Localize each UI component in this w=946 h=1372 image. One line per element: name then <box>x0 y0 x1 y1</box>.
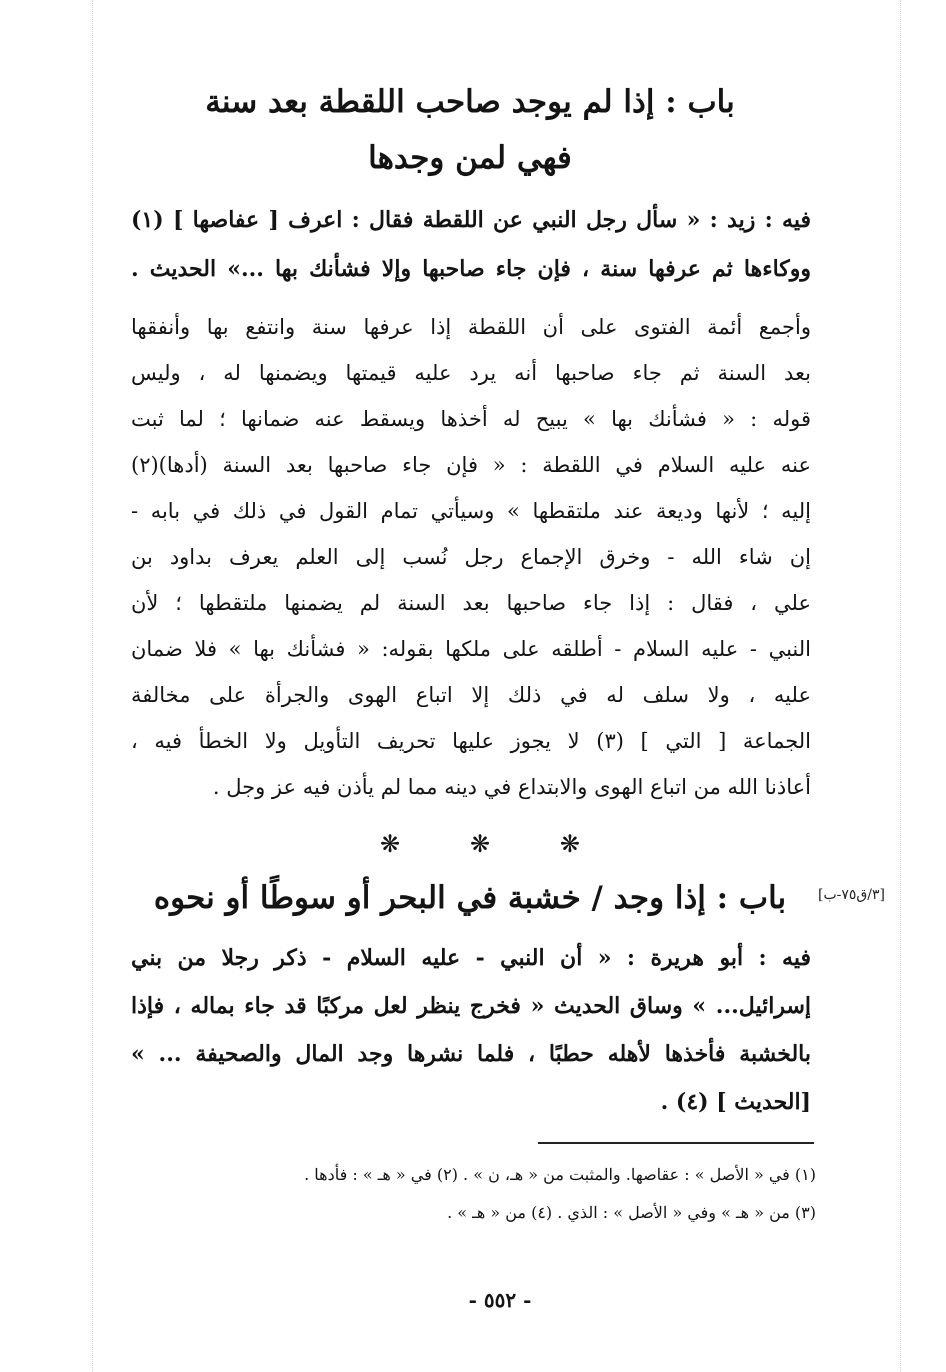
commentary-line: أعاذنا الله من اتباع الهوى والابتداع في دينه مما لم يأذن فيه عز وجل . <box>212 775 811 799</box>
commentary-line: النبي - عليه السلام - أطلقه على ملكها بقوله: « فشأنك بها » فلا ضمان <box>131 637 811 661</box>
section-separator <box>380 830 580 858</box>
manuscript-folio-note: [٣/ق٧٥-ب] <box>818 887 886 903</box>
hadith-text-line: فيه : زيد : « سأل رجل النبي عن اللقطة فقال : اعرف [ عفاصها ] (١) <box>131 207 811 233</box>
commentary-line: وأجمع أئمة الفتوى على أن اللقطة إذا عرفها سنة وانتفع بها وأنفقها <box>131 315 812 339</box>
hadith-text-line: إسرائيل... » وساق الحديث « فخرج ينظر لعل مركبًا قد جاء بماله ، فإذا <box>131 993 811 1019</box>
commentary-line: إليه ؛ لأنها وديعة عند ملتقطها » وسيأتي تمام القول في ذلك في بابه - <box>131 499 811 523</box>
hadith-text-line: ووكاءها ثم عرفها سنة ، فإن جاء صاحبها وإلا فشأنك بها ...» الحديث . <box>131 256 811 282</box>
footnote-line: (٣) من « هـ » وفي « الأصل » : الذي . (٤) من « هـ » . <box>447 1203 816 1222</box>
footnote-line: (١) في « الأصل » : عقاصها. والمثبت من « هـ، ن » . (٢) في « هـ » : فأدها . <box>304 1165 816 1184</box>
chapter-title: باب : إذا وجد / خشبة في البحر أو سوطًا أو نحوه <box>153 880 787 916</box>
chapter-title: باب : إذا لم يوجد صاحب اللقطة بعد سنة <box>205 84 735 120</box>
commentary-line: الجماعة [ التي ] (٣) لا يجوز عليها تحريف التأويل ولا الخطأ فيه ، <box>131 729 811 753</box>
asterism-icon: ❋ <box>380 830 401 858</box>
scan-margin-dots <box>92 0 93 1372</box>
page-number: - ٥٥٢ - <box>468 1288 532 1312</box>
asterism-icon: ❋ <box>559 830 580 858</box>
commentary-line: إن شاء الله - وخرق الإجماع رجل نُسب إلى العلم يعرف بداود بن <box>131 545 811 569</box>
scan-margin-dots <box>900 0 901 1372</box>
commentary-line: قوله : « فشأنك بها » يبيح له أخذها ويسقط عنه ضمانها ؛ لما ثبت <box>131 407 811 431</box>
asterism-icon: ❋ <box>469 830 491 858</box>
commentary-line: عليه ، ولا سلف له في ذلك إلا اتباع الهوى والجرأة على مخالفة <box>131 683 811 707</box>
footnote-divider <box>538 1142 814 1144</box>
hadith-text-line: [الحديث ] (٤) . <box>660 1089 811 1115</box>
hadith-text-line: فيه : أبو هريرة : « أن النبي - عليه السلام - ذكر رجلا من بني <box>131 945 811 971</box>
chapter-title-continued: فهي لمن وجدها <box>368 140 572 176</box>
commentary-line: بعد السنة ثم جاء صاحبها أنه يرد عليه قيمتها ويضمنها له ، وليس <box>131 361 811 385</box>
hadith-text-line: بالخشبة فأخذها لأهله حطبًا ، فلما نشرها وجد المال والصحيفة ... » <box>131 1041 811 1067</box>
commentary-line: علي ، فقال : إذا جاء صاحبها بعد السنة لم يضمنها ملتقطها ؛ لأن <box>131 591 811 615</box>
commentary-line: عنه عليه السلام في اللقطة : « فإن جاء صاحبها بعد السنة (أدها)(٢) <box>131 453 811 477</box>
